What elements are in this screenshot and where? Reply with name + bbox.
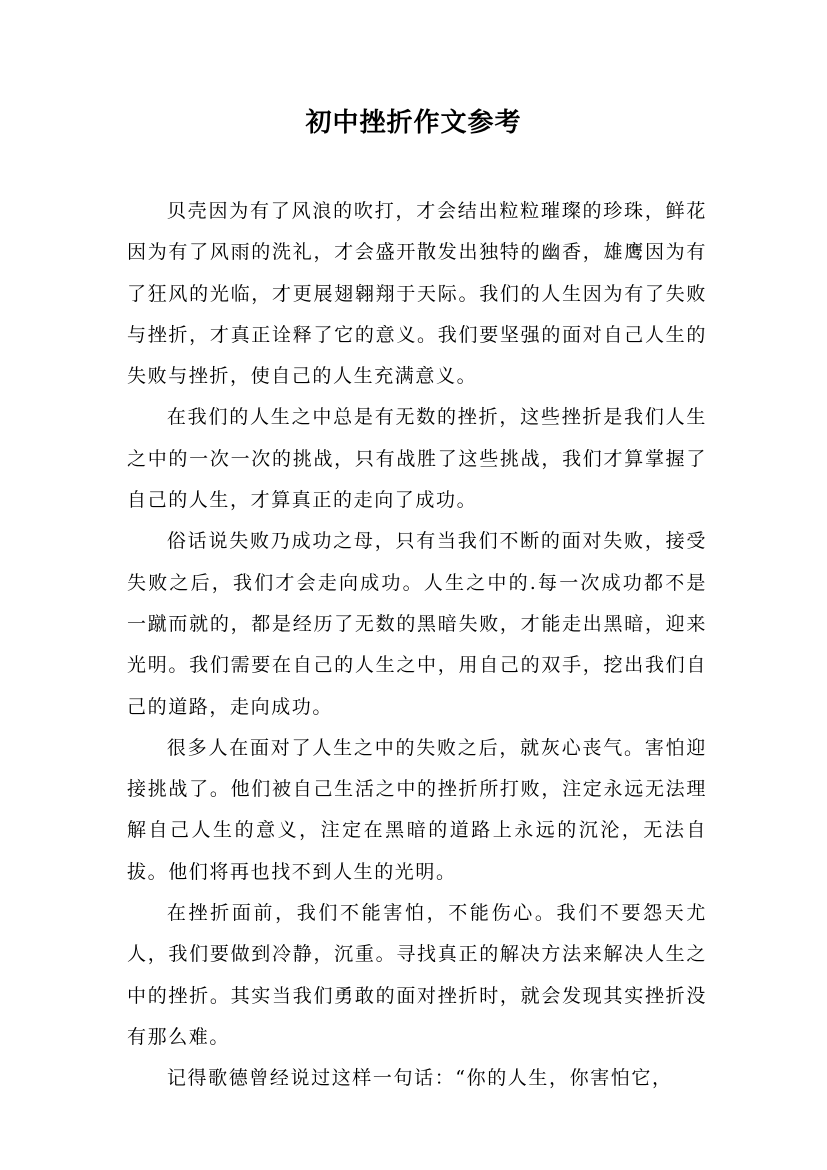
document-body	[127, 191, 707, 1100]
paragraph: 在我们的人生之中总是有无数的挫折，这些挫折是我们人生之中的一次一次的挑战，只有战胜了这些挑战，我们才算掌握了自己的人生，才算真正的走向了成功。	[127, 406, 707, 512]
paragraph: 贝壳因为有了风浪的吹打，才会结出粒粒璀璨的珍珠，鲜花因为有了风雨的洗礼，才会盛开散发出独特的幽香，雄鹰因为有了狂风的光临，才更展翅翱翔于天际。我们的人生因为有了失败与挫折，才真正诠释了它的意义。我们要坚强的面对自己人生的失败与挫折，使自己的人生充满意义。	[127, 200, 707, 388]
paragraph: 很多人在面对了人生之中的失败之后，就灰心丧气。害怕迎接挑战了。他们被自己生活之中的挫折所打败，注定永远无法理解自己人生的意义，注定在黑暗的道路上永远的沉沦，无法自拔。他们将再也找不到人生的光明。	[127, 736, 707, 883]
paragraph: 俗话说失败乃成功之母，只有当我们不断的面对失败，接受失败之后，我们才会走向成功。人生之中的.每一次成功都不是一蹴而就的，都是经历了无数的黑暗失败，才能走出黑暗，迎来光明。我们需要在自己的人生之中，用自己的双手，挖出我们自己的道路，走向成功。	[127, 530, 707, 718]
paragraph: 记得歌德曾经说过这样一句话：“你的人生，你害怕它，	[166, 1067, 673, 1090]
paragraph: 在挫折面前，我们不能害怕，不能伤心。我们不要怨天尤人，我们要做到冷静，沉重。寻找真正的解决方法来解决人生之中的挫折。其实当我们勇敢的面对挫折时，就会发现其实挫折没有那么难。	[127, 902, 707, 1048]
document-title: 初中挫折作文参考	[305, 108, 522, 138]
